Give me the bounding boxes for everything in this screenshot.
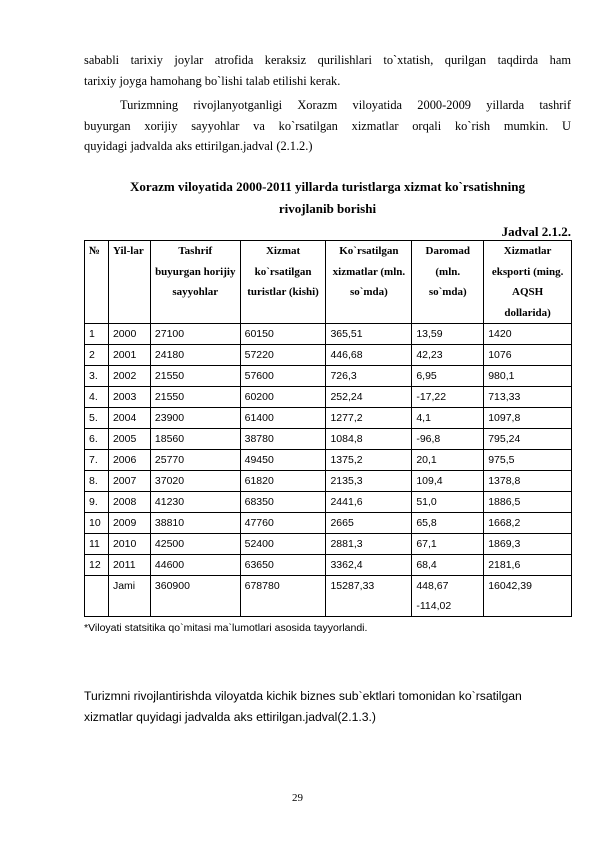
table-cell: 2007 bbox=[108, 471, 150, 492]
table-cell: 4,1 bbox=[412, 408, 484, 429]
table-cell: 2665 bbox=[326, 513, 412, 534]
total-income bbox=[412, 576, 484, 617]
table-row bbox=[85, 534, 572, 555]
header-services: Ko`rsatilgan xizmatlar (mln. so`mda) bbox=[326, 241, 412, 324]
table-header-row bbox=[85, 241, 572, 324]
total-income-value: -114,02 bbox=[416, 600, 452, 612]
table-row bbox=[85, 492, 572, 513]
table-cell: 37020 bbox=[150, 471, 240, 492]
table-body bbox=[85, 324, 572, 576]
table-cell: 3. bbox=[85, 366, 109, 387]
table-cell: 21550 bbox=[150, 387, 240, 408]
table-cell: 109,4 bbox=[412, 471, 484, 492]
table-cell: 11 bbox=[85, 534, 109, 555]
table-cell: 38810 bbox=[150, 513, 240, 534]
table-row bbox=[85, 429, 572, 450]
intro-paragraph bbox=[84, 50, 571, 91]
table-cell: 365,51 bbox=[326, 324, 412, 345]
table-cell: 63650 bbox=[240, 555, 326, 576]
table-cell: 795,24 bbox=[484, 429, 572, 450]
table-row bbox=[85, 471, 572, 492]
text-line: buyurgan xorijiy sayyohlar va ko`rsatilgan xizmatlar orqali ko`rish mumkin. U bbox=[84, 118, 571, 133]
table-cell: 252,24 bbox=[326, 387, 412, 408]
table-cell: 2010 bbox=[108, 534, 150, 555]
table-cell: 2006 bbox=[108, 450, 150, 471]
table-title-line: Xorazm viloyatida 2000-2011 yillarda turistlarga xizmat ko`rsatishning bbox=[129, 179, 526, 194]
table-cell: 18560 bbox=[150, 429, 240, 450]
table-cell: 61820 bbox=[240, 471, 326, 492]
table-cell: 2004 bbox=[108, 408, 150, 429]
table-cell: 2881,3 bbox=[326, 534, 412, 555]
bottom-paragraph bbox=[84, 686, 564, 727]
table-cell: 10 bbox=[85, 513, 109, 534]
total-export: 16042,39 bbox=[484, 576, 572, 617]
body-paragraph bbox=[84, 95, 571, 157]
table-cell: 975,5 bbox=[484, 450, 572, 471]
table-cell: 1277,2 bbox=[326, 408, 412, 429]
table-cell: 7. bbox=[85, 450, 109, 471]
table-cell: 1375,2 bbox=[326, 450, 412, 471]
table-cell: 42,23 bbox=[412, 345, 484, 366]
text-line: xizmatlar quyidagi jadvalda aks ettirilgan.jadval(2.1.3.) bbox=[84, 709, 376, 724]
page-number: 29 bbox=[292, 792, 303, 804]
header-visitors: Tashrif buyurgan horijiy sayyohlar bbox=[150, 241, 240, 324]
table-cell: 12 bbox=[85, 555, 109, 576]
table-cell: 9. bbox=[85, 492, 109, 513]
table-cell: 1886,5 bbox=[484, 492, 572, 513]
table-cell: 446,68 bbox=[326, 345, 412, 366]
table-cell: 68350 bbox=[240, 492, 326, 513]
table-cell: 47760 bbox=[240, 513, 326, 534]
header-number: № bbox=[85, 241, 109, 324]
text-line: Turizmni rivojlantirishda viloyatda kichik biznes sub`ektlari tomonidan ko`rsatilgan bbox=[84, 689, 522, 703]
header-served-tourists: Xizmat ko`rsatilgan turistlar (kishi) bbox=[240, 241, 326, 324]
table-total-row bbox=[85, 576, 572, 617]
table-cell: 60200 bbox=[240, 387, 326, 408]
table-cell: 1420 bbox=[484, 324, 572, 345]
total-served: 678780 bbox=[240, 576, 326, 617]
table-cell: 25770 bbox=[150, 450, 240, 471]
table-cell: 61400 bbox=[240, 408, 326, 429]
table-cell: 1097,8 bbox=[484, 408, 572, 429]
table-cell: 6. bbox=[85, 429, 109, 450]
header-year: Yil-lar bbox=[108, 241, 150, 324]
table-cell: 13,59 bbox=[412, 324, 484, 345]
text-line: sababli tarixiy joylar atrofida keraksiz qurilishlari to`xtatish, qurilgan taqdirda ham bbox=[84, 53, 571, 67]
table-row bbox=[85, 366, 572, 387]
table-cell: 1 bbox=[85, 324, 109, 345]
table-cell: 38780 bbox=[240, 429, 326, 450]
table-cell: 2009 bbox=[108, 513, 150, 534]
table-cell: 2441,6 bbox=[326, 492, 412, 513]
table-cell: 2181,6 bbox=[484, 555, 572, 576]
table-row bbox=[85, 408, 572, 429]
table-cell: 21550 bbox=[150, 366, 240, 387]
table-cell: 2000 bbox=[108, 324, 150, 345]
table-cell: 2002 bbox=[108, 366, 150, 387]
table-cell: 57220 bbox=[240, 345, 326, 366]
text-line: tarixiy joyga hamohang bo`lishi talab etilishi kerak. bbox=[84, 73, 341, 88]
table-cell: -17,22 bbox=[412, 387, 484, 408]
table-cell: 20,1 bbox=[412, 450, 484, 471]
table-cell: 2 bbox=[85, 345, 109, 366]
table-cell bbox=[85, 576, 109, 617]
table-cell: 57600 bbox=[240, 366, 326, 387]
table-cell: 4. bbox=[85, 387, 109, 408]
table-cell: 1869,3 bbox=[484, 534, 572, 555]
total-tourists: 360900 bbox=[150, 576, 240, 617]
table-cell: 713,33 bbox=[484, 387, 572, 408]
table-cell: 2135,3 bbox=[326, 471, 412, 492]
header-income: Daromad (mln. so`mda) bbox=[412, 241, 484, 324]
table-cell: 5. bbox=[85, 408, 109, 429]
table-cell: 67,1 bbox=[412, 534, 484, 555]
text-line: Turizmning rivojlanyotganligi Xorazm viloyatida 2000-2009 yillarda tashrif bbox=[120, 98, 571, 112]
table-cell: 2005 bbox=[108, 429, 150, 450]
table-title bbox=[84, 176, 571, 220]
table-cell: 6,95 bbox=[412, 366, 484, 387]
table-cell: 1378,8 bbox=[484, 471, 572, 492]
table-cell: 23900 bbox=[150, 408, 240, 429]
table-row bbox=[85, 345, 572, 366]
table-cell: 980,1 bbox=[484, 366, 572, 387]
table-row bbox=[85, 324, 572, 345]
header-export: Xizmatlar eksporti (ming. AQSH dollarida) bbox=[484, 241, 572, 324]
table-cell: 726,3 bbox=[326, 366, 412, 387]
total-services: 15287,33 bbox=[326, 576, 412, 617]
table-cell: 42500 bbox=[150, 534, 240, 555]
total-label: Jami bbox=[108, 576, 150, 617]
table-row bbox=[85, 513, 572, 534]
table-cell: -96,8 bbox=[412, 429, 484, 450]
footnote: *Viloyati statsitika qo`mitasi ma`lumotlari asosida tayyorlandi. bbox=[84, 622, 368, 634]
table-cell: 65,8 bbox=[412, 513, 484, 534]
table-cell: 27100 bbox=[150, 324, 240, 345]
table-cell: 2003 bbox=[108, 387, 150, 408]
total-income-value: 448,67 bbox=[416, 580, 449, 592]
table-cell: 1076 bbox=[484, 345, 572, 366]
statistics-table bbox=[84, 240, 572, 617]
table-cell: 8. bbox=[85, 471, 109, 492]
table-label: Jadval 2.1.2. bbox=[501, 224, 571, 239]
table-cell: 1668,2 bbox=[484, 513, 572, 534]
table-cell: 1084,8 bbox=[326, 429, 412, 450]
table-cell: 51,0 bbox=[412, 492, 484, 513]
text-line: quyidagi jadvalda aks ettirilgan.jadval (2.1.2.) bbox=[84, 139, 313, 153]
table-row bbox=[85, 450, 572, 471]
table-cell: 2011 bbox=[108, 555, 150, 576]
table-cell: 60150 bbox=[240, 324, 326, 345]
table-cell: 68,4 bbox=[412, 555, 484, 576]
table-cell: 49450 bbox=[240, 450, 326, 471]
table-cell: 2001 bbox=[108, 345, 150, 366]
table-cell: 41230 bbox=[150, 492, 240, 513]
table-cell: 52400 bbox=[240, 534, 326, 555]
table-cell: 44600 bbox=[150, 555, 240, 576]
table-cell: 3362,4 bbox=[326, 555, 412, 576]
table-row bbox=[85, 555, 572, 576]
table-title-line: rivojlanib borishi bbox=[278, 201, 377, 216]
table-cell: 24180 bbox=[150, 345, 240, 366]
table-cell: 2008 bbox=[108, 492, 150, 513]
table-row bbox=[85, 387, 572, 408]
